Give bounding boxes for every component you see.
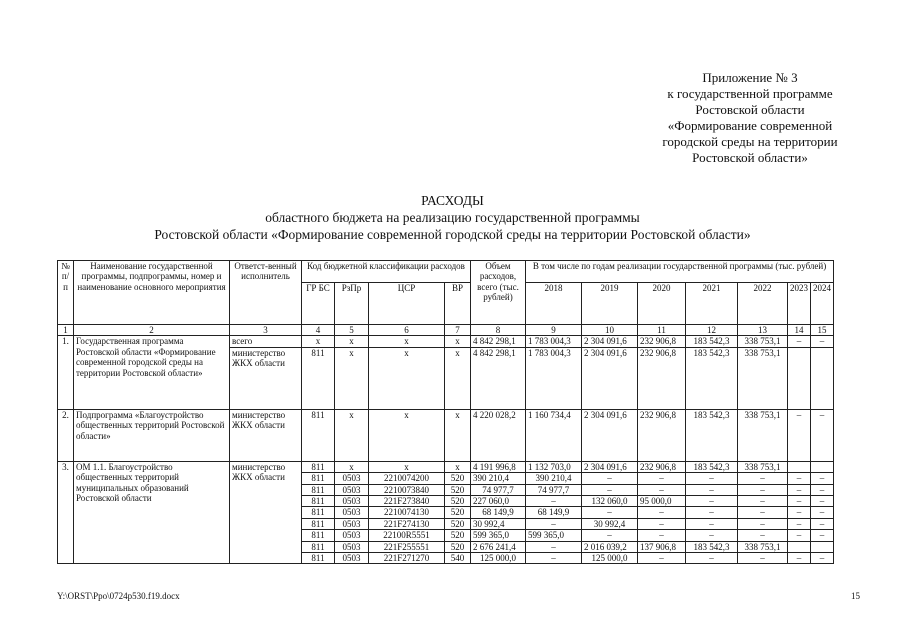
cell-csr: 221F274130 (369, 518, 445, 529)
cell-vr: 520 (445, 484, 471, 495)
cell-2020: – (638, 553, 686, 564)
cell-2021: – (686, 518, 738, 529)
header-vr: ВР (445, 283, 471, 325)
cell-2021: 183 542,3 (686, 336, 738, 347)
cell-2022: – (738, 484, 788, 495)
cell-2019: – (582, 484, 638, 495)
cell-2023: – (788, 336, 811, 347)
cell-2024: – (811, 507, 834, 518)
cell-2020: 137 906,8 (638, 541, 686, 552)
cell-2024: – (811, 553, 834, 564)
cell-2020: – (638, 507, 686, 518)
cell-2023 (788, 347, 811, 409)
cell-2024: – (811, 409, 834, 461)
cell-2020: 232 906,8 (638, 347, 686, 409)
cell-2018: 1 783 004,3 (526, 336, 582, 347)
cell-grbs: 811 (302, 347, 335, 409)
column-number: 1 (58, 325, 74, 336)
column-number: 2 (74, 325, 230, 336)
appendix-line: Приложение № 3 (702, 70, 798, 85)
file-path: Y:\ORST\Ppo\0724p530.f19.docx (57, 591, 180, 601)
header-name: Наименование государственной программы, подпрограммы, номер и наименование основного мероприятия (74, 261, 230, 325)
cell-2021: – (686, 496, 738, 507)
cell-executor: министерство ЖКХ области (230, 409, 302, 461)
cell-executor: всего (230, 336, 302, 347)
expenses-table (57, 260, 834, 564)
cell-2023 (788, 541, 811, 552)
cell-grbs: 811 (302, 541, 335, 552)
cell-grbs: 811 (302, 530, 335, 541)
cell-2020: 232 906,8 (638, 409, 686, 461)
cell-2019: – (582, 507, 638, 518)
cell-grbs: 811 (302, 507, 335, 518)
cell-vr: x (445, 336, 471, 347)
appendix-line: городской среды на территории (662, 134, 838, 149)
column-number: 7 (445, 325, 471, 336)
cell-2024 (811, 347, 834, 409)
appendix-line: Ростовской области» (692, 150, 808, 165)
cell-rzpr: 0503 (335, 530, 369, 541)
header-grbs: ГР БС (302, 283, 335, 325)
cell-2021: 183 542,3 (686, 347, 738, 409)
cell-2024: – (811, 518, 834, 529)
subtitle-line: областного бюджета на реализацию государственной программы (265, 210, 640, 225)
cell-2022: 338 753,1 (738, 347, 788, 409)
cell-2023: – (788, 496, 811, 507)
cell-2019: 2 304 091,6 (582, 409, 638, 461)
cell-rzpr: x (335, 461, 369, 472)
page-number: 15 (851, 591, 860, 601)
cell-grbs: 811 (302, 496, 335, 507)
row-num: 3. (58, 461, 74, 564)
cell-csr: x (369, 461, 445, 472)
cell-executor: министерство ЖКХ области (230, 347, 302, 409)
cell-vr: x (445, 461, 471, 472)
cell-vr: x (445, 347, 471, 409)
cell-vr: 520 (445, 541, 471, 552)
cell-2019: 2 304 091,6 (582, 336, 638, 347)
cell-2021: – (686, 507, 738, 518)
cell-2024 (811, 541, 834, 552)
title-line: РАСХОДЫ (421, 193, 484, 208)
column-number: 6 (369, 325, 445, 336)
cell-2018: 390 210,4 (526, 473, 582, 484)
cell-csr: 22100R5551 (369, 530, 445, 541)
cell-rzpr: x (335, 347, 369, 409)
cell-2018: – (526, 518, 582, 529)
cell-2018: 68 149,9 (526, 507, 582, 518)
cell-rzpr: 0503 (335, 507, 369, 518)
cell-grbs: 811 (302, 461, 335, 472)
column-number: 15 (811, 325, 834, 336)
column-number: 5 (335, 325, 369, 336)
row-name: ОМ 1.1. Благоустройство общественных территорий муниципальных образований Ростовской области (74, 461, 230, 564)
cell-2018: – (526, 541, 582, 552)
cell-rzpr: 0503 (335, 496, 369, 507)
cell-2022: – (738, 496, 788, 507)
cell-2020: – (638, 530, 686, 541)
cell-total: 4 220 028,2 (471, 409, 526, 461)
cell-csr: x (369, 347, 445, 409)
cell-total: 4 842 298,1 (471, 336, 526, 347)
cell-2024: – (811, 530, 834, 541)
cell-rzpr: 0503 (335, 518, 369, 529)
cell-grbs: 811 (302, 518, 335, 529)
cell-2019: 2 016 039,2 (582, 541, 638, 552)
cell-2023: – (788, 473, 811, 484)
cell-2024: – (811, 336, 834, 347)
table-row (58, 461, 834, 472)
header-num: № п/п (58, 261, 74, 325)
cell-total: 390 210,4 (471, 473, 526, 484)
cell-2019: – (582, 530, 638, 541)
cell-2018: 1 160 734,4 (526, 409, 582, 461)
cell-2022: – (738, 473, 788, 484)
column-number: 8 (471, 325, 526, 336)
cell-csr: x (369, 336, 445, 347)
cell-2021: – (686, 473, 738, 484)
cell-grbs: 811 (302, 473, 335, 484)
cell-total: 599 365,0 (471, 530, 526, 541)
header-total: Объем расходов, всего (тыс. рублей) (471, 261, 526, 325)
row-num: 1. (58, 336, 74, 409)
cell-2024: – (811, 484, 834, 495)
cell-2022: – (738, 530, 788, 541)
cell-2024: – (811, 496, 834, 507)
header-year: 2019 (582, 283, 638, 325)
cell-rzpr: x (335, 409, 369, 461)
cell-rzpr: 0503 (335, 553, 369, 564)
cell-2022: – (738, 507, 788, 518)
cell-2023: – (788, 507, 811, 518)
cell-vr: 520 (445, 507, 471, 518)
column-number-row (58, 325, 834, 336)
cell-2022: 338 753,1 (738, 461, 788, 472)
cell-2023: – (788, 553, 811, 564)
cell-2021: 183 542,3 (686, 541, 738, 552)
column-number: 3 (230, 325, 302, 336)
cell-grbs: 811 (302, 484, 335, 495)
cell-total: 4 191 996,8 (471, 461, 526, 472)
cell-total: 125 000,0 (471, 553, 526, 564)
cell-2020: 232 906,8 (638, 336, 686, 347)
cell-2019: 132 060,0 (582, 496, 638, 507)
header-year: 2023 (788, 283, 811, 325)
cell-2019: 2 304 091,6 (582, 347, 638, 409)
cell-grbs: x (302, 336, 335, 347)
cell-2022: 338 753,1 (738, 336, 788, 347)
cell-2022: – (738, 518, 788, 529)
cell-csr: 221F271270 (369, 553, 445, 564)
cell-2018: 74 977,7 (526, 484, 582, 495)
cell-vr: 520 (445, 473, 471, 484)
cell-2021: 183 542,3 (686, 461, 738, 472)
cell-2024: – (811, 473, 834, 484)
cell-2020: – (638, 518, 686, 529)
header-budget-code: Код бюджетной классификации расходов (302, 261, 471, 283)
appendix-line: к государственной программе (667, 86, 833, 101)
appendix-line: «Формирование современной (667, 118, 833, 133)
cell-vr: x (445, 409, 471, 461)
cell-2019: 125 000,0 (582, 553, 638, 564)
cell-total: 227 060,0 (471, 496, 526, 507)
cell-vr: 520 (445, 496, 471, 507)
row-name: Подпрограмма «Благоустройство общественных территорий Ростовской области» (74, 409, 230, 461)
header-year: 2020 (638, 283, 686, 325)
cell-rzpr: 0503 (335, 473, 369, 484)
cell-2021: – (686, 484, 738, 495)
header-year: 2022 (738, 283, 788, 325)
cell-2021: – (686, 530, 738, 541)
cell-2019: 2 304 091,6 (582, 461, 638, 472)
column-number: 4 (302, 325, 335, 336)
cell-2023: – (788, 409, 811, 461)
cell-total: 74 977,7 (471, 484, 526, 495)
cell-csr: 221F255551 (369, 541, 445, 552)
cell-csr: 2210074200 (369, 473, 445, 484)
cell-2020: 232 906,8 (638, 461, 686, 472)
cell-rzpr: 0503 (335, 541, 369, 552)
header-year: 2024 (811, 283, 834, 325)
cell-vr: 540 (445, 553, 471, 564)
cell-csr: x (369, 409, 445, 461)
row-num: 2. (58, 409, 74, 461)
cell-csr: 2210074130 (369, 507, 445, 518)
cell-2021: 183 542,3 (686, 409, 738, 461)
column-number: 14 (788, 325, 811, 336)
cell-csr: 2210073840 (369, 484, 445, 495)
cell-2018: – (526, 496, 582, 507)
header-years-caption: В том числе по годам реализации государственной программы (тыс. рублей) (526, 261, 834, 283)
header-year: 2018 (526, 283, 582, 325)
cell-2023: – (788, 484, 811, 495)
cell-2023: – (788, 530, 811, 541)
cell-2018: – (526, 553, 582, 564)
column-number: 11 (638, 325, 686, 336)
header-executor: Ответст-венный исполнитель (230, 261, 302, 325)
cell-2019: 30 992,4 (582, 518, 638, 529)
header-rzpr: РзПр (335, 283, 369, 325)
cell-total: 30 992,4 (471, 518, 526, 529)
column-number: 13 (738, 325, 788, 336)
table-row (58, 409, 834, 461)
cell-2022: – (738, 553, 788, 564)
subtitle-line: Ростовской области «Формирование современной городской среды на территории Ростовской области» (154, 227, 751, 242)
cell-2023 (788, 461, 811, 472)
cell-2019: – (582, 473, 638, 484)
cell-2022: 338 753,1 (738, 541, 788, 552)
header-year: 2021 (686, 283, 738, 325)
cell-2022: 338 753,1 (738, 409, 788, 461)
column-number: 10 (582, 325, 638, 336)
row-name: Государственная программа Ростовской области «Формирование современной городской среды на территории Ростовской области» (74, 336, 230, 409)
cell-2020: – (638, 473, 686, 484)
cell-total: 2 676 241,4 (471, 541, 526, 552)
table-row (58, 336, 834, 347)
cell-2020: – (638, 484, 686, 495)
header-csr: ЦСР (369, 283, 445, 325)
cell-total: 4 842 298,1 (471, 347, 526, 409)
cell-rzpr: 0503 (335, 484, 369, 495)
cell-csr: 221F273840 (369, 496, 445, 507)
cell-grbs: 811 (302, 409, 335, 461)
cell-vr: 520 (445, 530, 471, 541)
cell-2018: 599 365,0 (526, 530, 582, 541)
cell-executor: министерство ЖКХ области (230, 461, 302, 564)
appendix-line: Ростовской области (695, 102, 805, 117)
cell-vr: 520 (445, 518, 471, 529)
cell-2020: 95 000,0 (638, 496, 686, 507)
cell-2018: 1 132 703,0 (526, 461, 582, 472)
cell-2018: 1 783 004,3 (526, 347, 582, 409)
cell-grbs: 811 (302, 553, 335, 564)
cell-2023: – (788, 518, 811, 529)
appendix-caption (620, 70, 880, 166)
document-title (0, 192, 905, 243)
column-number: 9 (526, 325, 582, 336)
cell-total: 68 149,9 (471, 507, 526, 518)
cell-2021: – (686, 553, 738, 564)
cell-2024 (811, 461, 834, 472)
column-number: 12 (686, 325, 738, 336)
cell-rzpr: x (335, 336, 369, 347)
